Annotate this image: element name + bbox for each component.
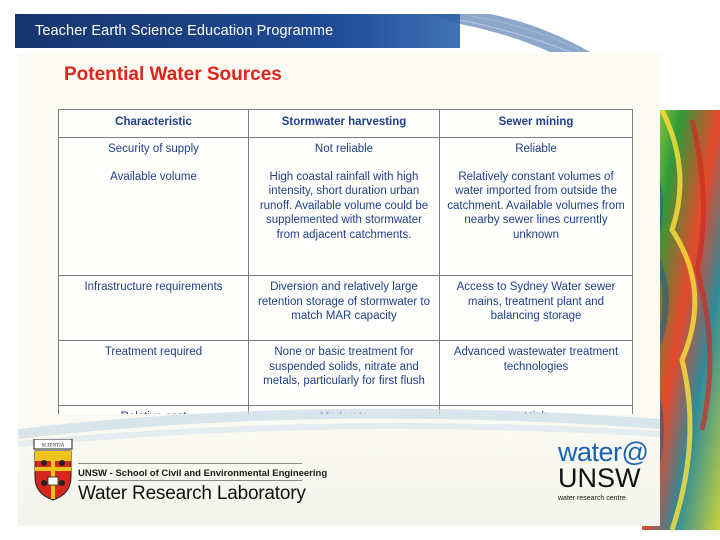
table-cell: Treatment required	[59, 341, 249, 406]
svg-text:SCIENTIA: SCIENTIA	[41, 443, 65, 449]
column-header-stormwater: Stormwater harvesting	[249, 110, 440, 138]
lab-name: Water Research Laboratory	[78, 483, 306, 504]
cell-text: Not reliable	[314, 143, 374, 155]
column-header-sewer: Sewer mining	[440, 110, 633, 138]
table-cell: Advanced wastewater treatment technologies	[440, 341, 633, 406]
cell-text: Relatively constant volumes of water imported from outside the catchment. Available volumes from nearby sewer lines currently unknown	[447, 170, 625, 241]
cell-text: Security of supply	[108, 143, 199, 155]
table-cell	[440, 138, 633, 276]
cell-text: Reliable	[515, 143, 557, 155]
logo-line-water: water@	[558, 437, 649, 467]
table-cell	[249, 138, 440, 276]
logo-line-unsw: UNSW	[558, 463, 641, 493]
unsw-crest-logo	[32, 439, 74, 501]
cell-text: High coastal rainfall with high intensity, short duration urban runoff. Available volume could be supplemented with stormwater from adjacent catchments.	[259, 170, 429, 241]
table-cell: Diversion and relatively large retention storage of stormwater to match MAR capacity	[249, 276, 440, 341]
cell-text: Available volume	[110, 170, 197, 183]
header-bar	[15, 14, 460, 48]
table-row	[59, 341, 633, 406]
table-header-row	[59, 110, 633, 138]
header-title: Teacher Earth Science Education Programme	[35, 23, 334, 39]
table-row	[59, 276, 633, 341]
table-cell: Infrastructure requirements	[59, 276, 249, 341]
table-row	[59, 138, 633, 276]
water-unsw-logo	[558, 439, 658, 504]
table-cell	[59, 138, 249, 276]
table-cell: None or basic treatment for suspended solids, nitrate and metals, particularly for first flush	[249, 341, 440, 406]
divider	[78, 463, 302, 464]
table-cell: Access to Sydney Water sewer mains, treatment plant and balancing storage	[440, 276, 633, 341]
slide-title: Potential Water Sources	[64, 64, 282, 85]
school-name: UNSW - School of Civil and Environmental Engineering	[78, 468, 328, 479]
divider	[78, 480, 302, 481]
logo-line-centre: water research centre	[558, 495, 626, 502]
column-header-characteristic: Characteristic	[59, 110, 249, 138]
header-decoration	[430, 14, 630, 54]
slide-image	[18, 54, 660, 526]
water-sources-table	[58, 109, 633, 429]
